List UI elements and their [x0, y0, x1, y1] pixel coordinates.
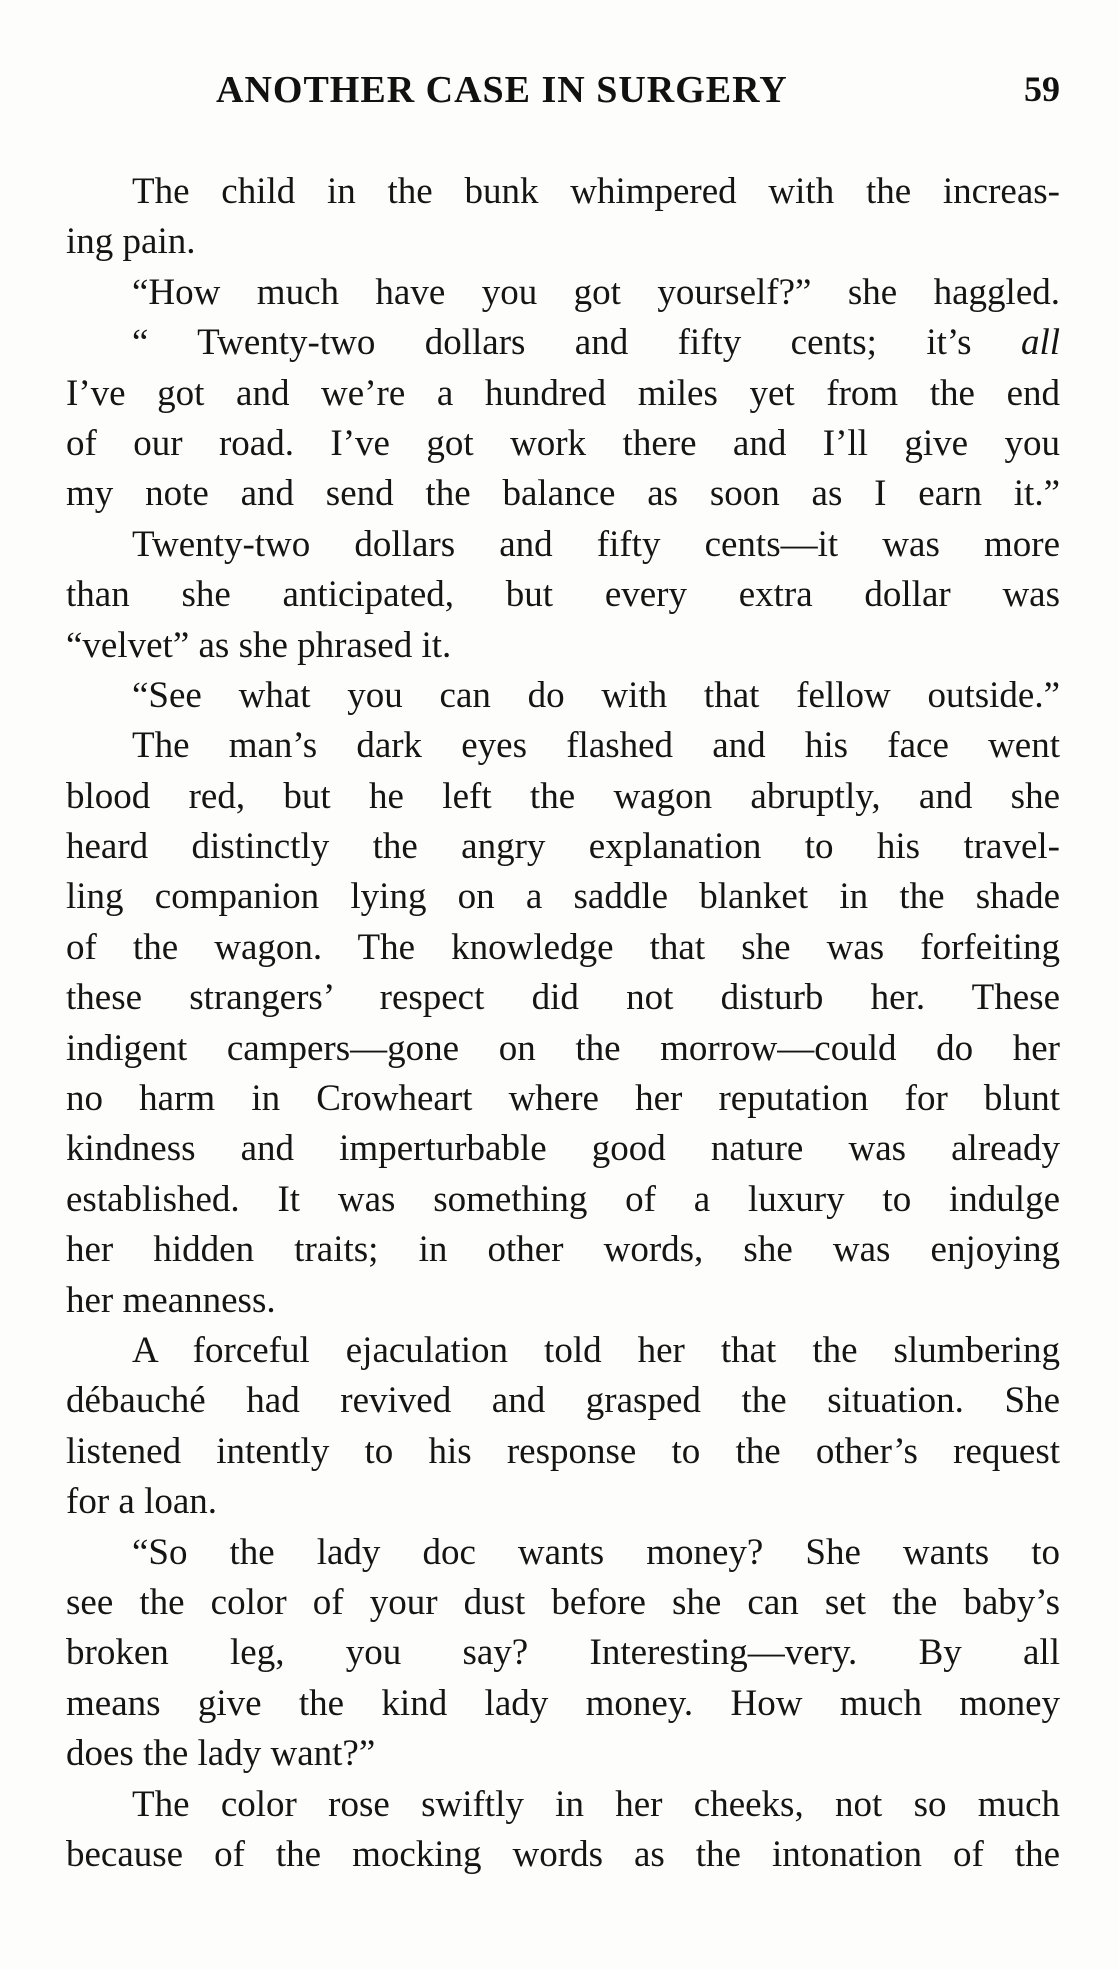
page-header	[66, 68, 1060, 128]
text-line: Twenty-two dollars and fifty cents—it was more	[132, 523, 1060, 565]
text-line: indigent campers—gone on the morrow—could do her	[66, 1027, 1060, 1069]
text-line: these strangers’ respect did not disturb her. These	[66, 977, 1060, 1019]
text-line: The man’s dark eyes flashed and his face went	[132, 725, 1060, 767]
text-line: established. It was something of a luxury to indulge	[66, 1178, 1060, 1220]
text-line: because of the mocking words as the intonation of the	[66, 1833, 1060, 1875]
text-line: I’ve got and we’re a hundred miles yet from the end	[66, 372, 1060, 414]
text-line: does the lady want?”	[66, 1733, 376, 1775]
text-line: of the wagon. The knowledge that she was forfeiting	[66, 926, 1060, 968]
text-line: than she anticipated, but every extra dollar was	[66, 574, 1060, 616]
text-line: A forceful ejaculation told her that the slumbering	[132, 1329, 1060, 1371]
text-line: “How much have you got yourself?” she haggled.	[132, 271, 1060, 313]
text-line: “So the lady doc wants money? She wants to	[132, 1531, 1060, 1573]
text-line: see the color of your dust before she can set the baby’s	[66, 1581, 1060, 1623]
page-number: 59	[1024, 69, 1060, 109]
text-line: broken leg, you say? Interesting—very. By all	[66, 1632, 1060, 1674]
text-line: “velvet” as she phrased it.	[66, 624, 452, 666]
text-line: “See what you can do with that fellow outside.”	[132, 674, 1060, 716]
text-line: “ Twenty-two dollars and fifty cents; it’s all	[132, 322, 1060, 364]
running-title: ANOTHER CASE IN SURGERY	[216, 69, 788, 111]
text-line: no harm in Crowheart where her reputation for blunt	[66, 1078, 1060, 1120]
text-line: of our road. I’ve got work there and I’ll give you	[66, 422, 1060, 464]
text-line: means give the kind lady money. How much money	[66, 1682, 1060, 1724]
text-line: heard distinctly the angry explanation to his travel-	[66, 826, 1060, 868]
text-line: débauché had revived and grasped the situation. She	[66, 1380, 1060, 1422]
text-line: The color rose swiftly in her cheeks, not so much	[132, 1783, 1060, 1825]
text-line: listened intently to his response to the other’s request	[66, 1430, 1060, 1472]
body-text	[66, 167, 1060, 1880]
text-line: her hidden traits; in other words, she was enjoying	[66, 1229, 1060, 1271]
text-line: The child in the bunk whimpered with the increas-	[132, 171, 1060, 212]
text-line: blood red, but he left the wagon abruptly, and she	[66, 775, 1060, 817]
text-line: kindness and imperturbable good nature was already	[66, 1128, 1060, 1170]
text-line: my note and send the balance as soon as I earn it.”	[66, 473, 1060, 515]
text-line: ing pain.	[66, 221, 196, 263]
text-line: her meanness.	[66, 1279, 276, 1321]
text-line: for a loan.	[66, 1481, 218, 1523]
text-line: ling companion lying on a saddle blanket in the shade	[66, 876, 1060, 918]
